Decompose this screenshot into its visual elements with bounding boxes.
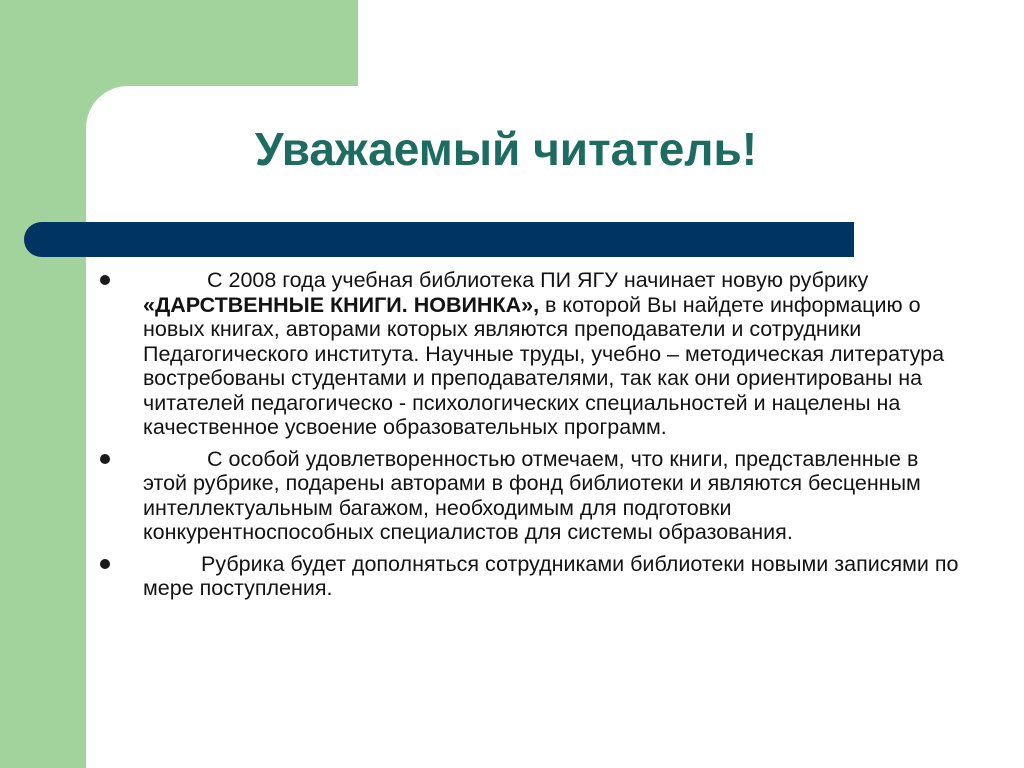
item-3-text: Рубрика будет дополняться сотрудниками библиотеки новыми записями по мере поступления. (143, 551, 959, 600)
slide-body (100, 268, 960, 608)
bullet-dot-icon (100, 559, 110, 569)
item-1-text-before: С 2008 года учебная библиотека ПИ ЯГУ начинает новую рубрику (207, 268, 869, 292)
bullet-dot-icon (100, 454, 110, 464)
title-divider-bar (24, 222, 854, 257)
slide-title: Уважаемый читатель! (254, 123, 758, 175)
first-line-indent (143, 447, 207, 471)
first-line-indent (143, 268, 207, 292)
bullet-dot-icon (100, 275, 110, 285)
item-1-text-after: в которой Вы найдете информацию о новых книгах, авторами которых являются преподаватели и сотрудники Педагогического института. Научные труды, учебно – методическая литература востребованы студентами и преподавателями, так как они ориентированы на читателей педагогическо - психологических специальностей и нацелены на качественное усвоение образовательных программ. (143, 292, 945, 439)
bullet-item-2 (100, 447, 960, 545)
bullet-item-3 (100, 552, 960, 601)
first-line-indent (143, 552, 201, 576)
item-2-text: С особой удовлетворенностью отмечаем, что книги, представленные в этой рубрике, подарены авторами в фонд библиотеки и являются бесценным интеллектуальным багажом, необходимым для подготовки конкурентноспособных специалистов для системы образования. (143, 446, 921, 544)
bullet-item-1 (100, 268, 960, 440)
item-1-rubric-name: «ДАРСТВЕННЫЕ КНИГИ. НОВИНКА», (143, 292, 540, 317)
